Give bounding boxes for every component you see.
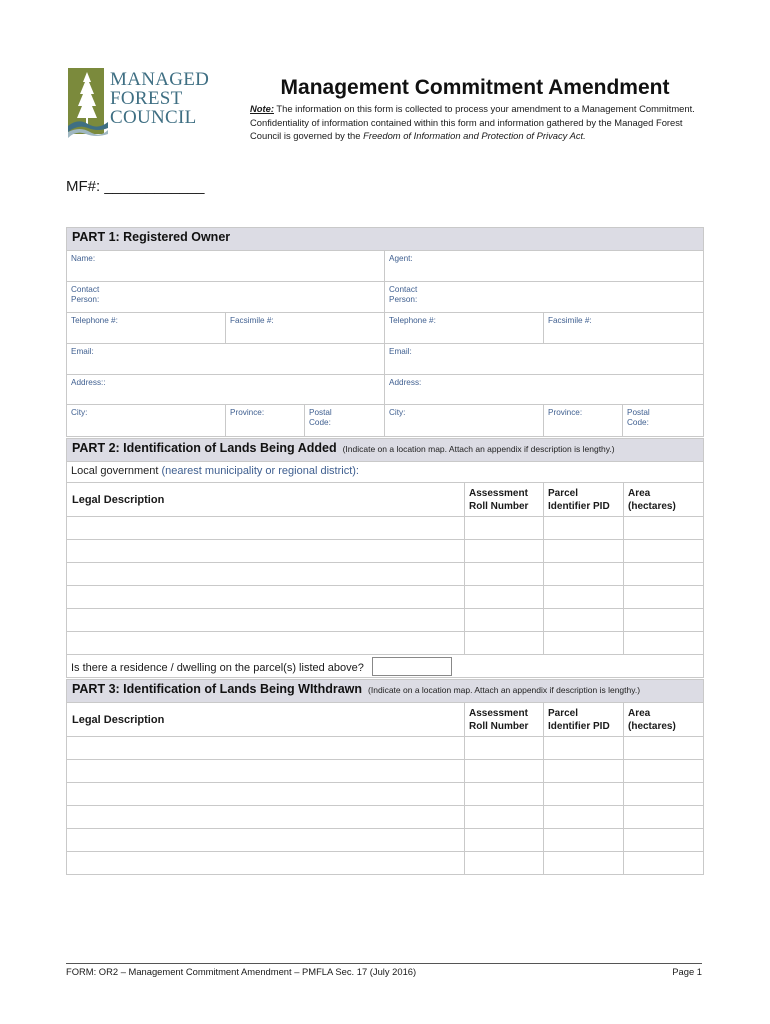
agent-field[interactable]: Agent: (385, 251, 704, 282)
table-row[interactable] (67, 609, 704, 632)
managed-forest-council-logo (66, 66, 211, 140)
owner-facsimile-field[interactable]: Facsimile #: (226, 313, 385, 344)
owner-telephone-field[interactable]: Telephone #: (67, 313, 226, 344)
footer-divider (66, 963, 702, 964)
part3-col-parcel-pid: Parcel Identifier PID (544, 703, 624, 737)
part2-col-parcel-pid: Parcel Identifier PID (544, 483, 624, 517)
part3-subheading: (Indicate on a location map. Attach an appendix if description is lengthy.) (368, 685, 641, 695)
table-row[interactable] (67, 586, 704, 609)
logo-text-council: COUNCIL (110, 107, 197, 128)
note-body: The information on this form is collected to process your amendment to a Management Commitment. Confidentiality of information contained within this form and information gathered by the Managed Forest Council is governed by the (250, 103, 695, 141)
part2-col-area: Area (hectares) (624, 483, 704, 517)
footer-page-number: Page 1 (672, 966, 702, 977)
logo-text-managed: MANAGED (110, 69, 210, 90)
table-row[interactable] (67, 783, 704, 806)
table-row[interactable] (67, 852, 704, 875)
table-row[interactable] (67, 760, 704, 783)
privacy-note (250, 102, 710, 143)
agent-email-field[interactable]: Email: (385, 344, 704, 375)
part3-table (66, 679, 704, 875)
agent-province-field[interactable]: Province: (544, 405, 623, 437)
owner-contact-person-field[interactable]: Contact Person: (67, 282, 385, 313)
owner-email-field[interactable]: Email: (67, 344, 385, 375)
residence-question (67, 655, 704, 678)
part3-heading (67, 680, 704, 703)
part2-col-assessment-roll: Assessment Roll Number (465, 483, 544, 517)
residence-question-text: Is there a residence / dwelling on the parcel(s) listed above? (71, 661, 364, 674)
part3-col-area: Area (hectares) (624, 703, 704, 737)
table-row[interactable] (67, 829, 704, 852)
part1-heading: PART 1: Registered Owner (67, 228, 704, 251)
table-row[interactable] (67, 632, 704, 655)
note-label: Note: (250, 103, 274, 114)
part3-col-assessment-roll: Assessment Roll Number (465, 703, 544, 737)
page-title: Management Commitment Amendment (280, 76, 670, 99)
part2-heading (67, 439, 704, 462)
logo-text-forest: FOREST (110, 88, 183, 109)
tree-logo-icon (66, 66, 108, 140)
agent-contact-person-field[interactable]: Contact Person: (385, 282, 704, 313)
local-government-field[interactable] (67, 462, 704, 483)
local-government-hint: (nearest municipality or regional district): (161, 465, 359, 477)
table-row[interactable] (67, 517, 704, 540)
part1-table (66, 227, 704, 437)
local-government-label: Local government (71, 465, 162, 477)
mf-number-field[interactable]: MF#: ____________ (66, 178, 205, 195)
name-field[interactable]: Name: (67, 251, 385, 282)
part2-table (66, 438, 704, 678)
residence-row (67, 655, 704, 678)
footer-form-id: FORM: OR2 – Management Commitment Amendment – PMFLA Sec. 17 (July 2016) (66, 966, 417, 977)
part2-col-legal-description: Legal Description (67, 483, 465, 517)
part3-col-legal-description: Legal Description (67, 703, 465, 737)
agent-facsimile-field[interactable]: Facsimile #: (544, 313, 704, 344)
table-row[interactable] (67, 563, 704, 586)
agent-postal-code-field[interactable]: Postal Code: (623, 405, 704, 437)
residence-answer-input[interactable] (372, 657, 452, 676)
owner-postal-code-field[interactable]: Postal Code: (305, 405, 385, 437)
agent-city-field[interactable]: City: (385, 405, 544, 437)
table-row[interactable] (67, 737, 704, 760)
agent-address-field[interactable]: Address: (385, 375, 704, 405)
agent-telephone-field[interactable]: Telephone #: (385, 313, 544, 344)
owner-address-field[interactable]: Address:: (67, 375, 385, 405)
table-row[interactable] (67, 540, 704, 563)
table-row[interactable] (67, 806, 704, 829)
part2-title: PART 2: Identification of Lands Being Added (72, 441, 337, 455)
owner-city-field[interactable]: City: (67, 405, 226, 437)
owner-province-field[interactable]: Province: (226, 405, 305, 437)
part3-title: PART 3: Identification of Lands Being WIthdrawn (72, 682, 363, 696)
part2-subheading: (Indicate on a location map. Attach an appendix if description is lengthy.) (342, 444, 615, 454)
note-act-name: Freedom of Information and Protection of Privacy Act. (363, 130, 586, 141)
